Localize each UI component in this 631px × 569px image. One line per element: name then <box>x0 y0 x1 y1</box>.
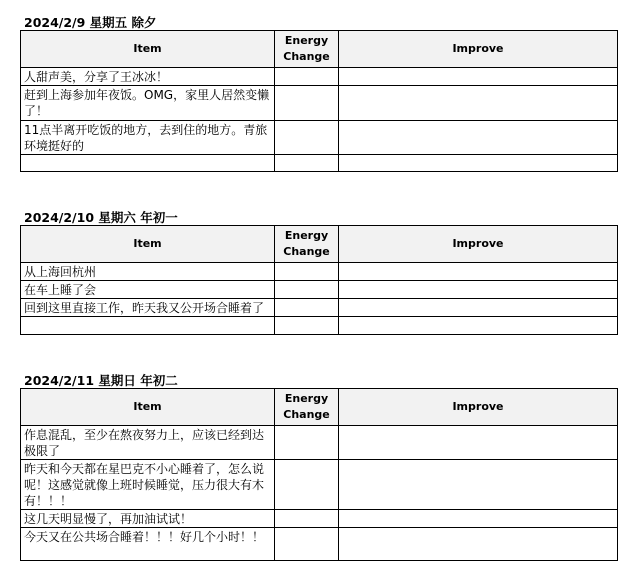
item-header: Item <box>21 226 275 263</box>
improve-cell[interactable] <box>339 510 618 528</box>
item-cell[interactable]: 昨天和今天都在星巴克不小心睡着了，怎么说呢！这感觉就像上班时候睡觉，压力很大有木有！！！ <box>21 460 275 510</box>
item-cell[interactable]: 从上海回杭州 <box>21 263 275 281</box>
improve-header: Improve <box>339 389 618 426</box>
energy-cell[interactable] <box>275 528 339 561</box>
item-cell[interactable] <box>21 155 275 172</box>
energy-cell[interactable] <box>275 460 339 510</box>
energy-cell[interactable] <box>275 510 339 528</box>
item-cell[interactable]: 赶到上海参加年夜饭。OMG，家里人居然变懒了！ <box>21 86 275 121</box>
item-cell[interactable]: 今天又在公共场合睡着！！！好几个小时！！ <box>21 528 275 561</box>
item-cell[interactable]: 这几天明显慢了，再加油试试！ <box>21 510 275 528</box>
improve-header: Improve <box>339 226 618 263</box>
item-cell[interactable]: 11点半离开吃饭的地方，去到住的地方。青旅环境挺好的 <box>21 121 275 155</box>
energy-table <box>20 388 618 561</box>
improve-cell[interactable] <box>339 317 618 335</box>
item-cell[interactable]: 人甜声美，分享了王冰冰！ <box>21 68 275 86</box>
energy-cell[interactable] <box>275 68 339 86</box>
section-title: 2024/2/10 星期六 年初一 <box>24 210 178 225</box>
improve-cell[interactable] <box>339 86 618 121</box>
section-title: 2024/2/9 星期五 除夕 <box>24 15 157 30</box>
improve-header: Improve <box>339 31 618 68</box>
improve-cell[interactable] <box>339 299 618 317</box>
energy-cell[interactable] <box>275 426 339 460</box>
energy-cell[interactable] <box>275 121 339 155</box>
improve-cell[interactable] <box>339 121 618 155</box>
energy-change-header: Energy Change <box>275 31 339 68</box>
energy-change-header: Energy Change <box>275 389 339 426</box>
item-header: Item <box>21 31 275 68</box>
item-cell[interactable]: 在车上睡了会 <box>21 281 275 299</box>
energy-cell[interactable] <box>275 86 339 121</box>
improve-cell[interactable] <box>339 155 618 172</box>
improve-cell[interactable] <box>339 426 618 460</box>
item-header: Item <box>21 389 275 426</box>
improve-cell[interactable] <box>339 460 618 510</box>
energy-table <box>20 30 618 172</box>
energy-cell[interactable] <box>275 317 339 335</box>
item-cell[interactable]: 作息混乱，至少在熬夜努力上，应该已经到达极限了 <box>21 426 275 460</box>
improve-cell[interactable] <box>339 528 618 561</box>
energy-change-header: Energy Change <box>275 226 339 263</box>
section-title: 2024/2/11 星期日 年初二 <box>24 373 178 388</box>
energy-cell[interactable] <box>275 281 339 299</box>
energy-table <box>20 225 618 335</box>
item-cell[interactable]: 回到这里直接工作，昨天我又公开场合睡着了 <box>21 299 275 317</box>
improve-cell[interactable] <box>339 263 618 281</box>
energy-cell[interactable] <box>275 299 339 317</box>
improve-cell[interactable] <box>339 68 618 86</box>
energy-cell[interactable] <box>275 155 339 172</box>
item-cell[interactable] <box>21 317 275 335</box>
energy-cell[interactable] <box>275 263 339 281</box>
improve-cell[interactable] <box>339 281 618 299</box>
